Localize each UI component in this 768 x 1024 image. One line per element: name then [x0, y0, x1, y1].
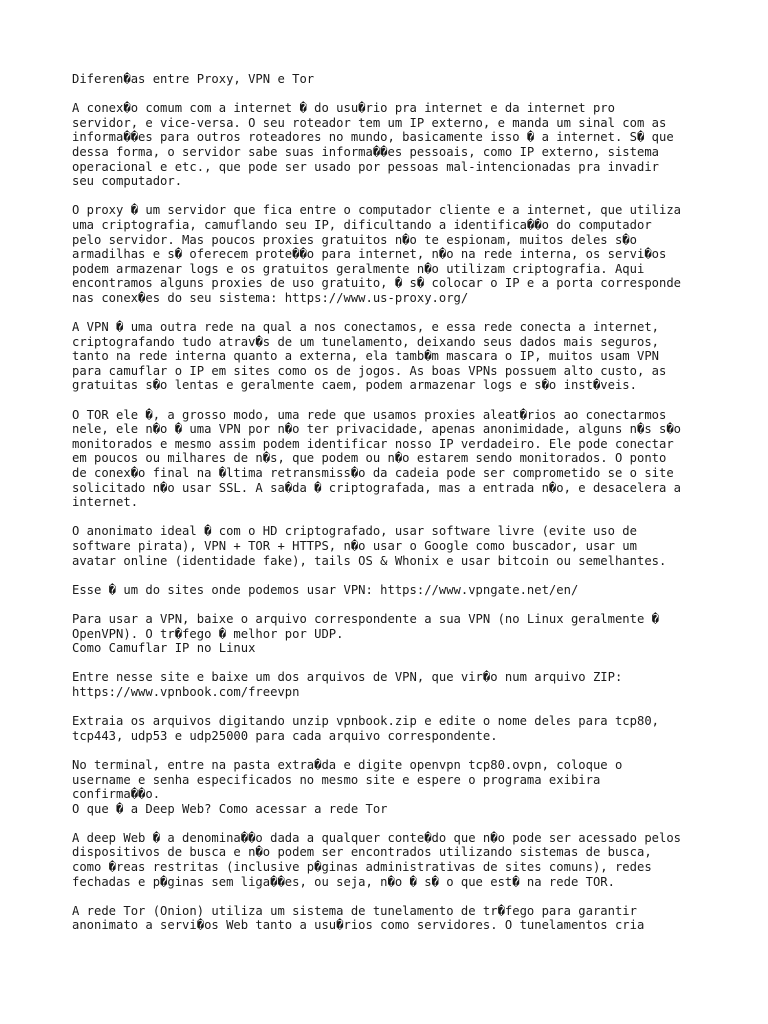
document-title: Diferen�as entre Proxy, VPN e Tor [72, 72, 315, 86]
paragraph-terminal: No terminal, entre na pasta extra�da e digite openvpn tcp80.ovpn, coloque o username e senha especificados no mesmo site e espere o programa exibira confirma��o. O que � a Deep Web? Como acessar a rede Tor [72, 757, 623, 816]
paragraph-download-vpn: Entre nesse site e baixe um dos arquivos de VPN, que vir�o num arquivo ZIP: https://www.vpnbook.com/freevpn [72, 670, 623, 699]
paragraph-use-vpn: Para usar a VPN, baixe o arquivo correspondente a sua VPN (no Linux geralmente � OpenVPN). O tr�fego � melhor por UDP. Como Camuflar IP no Linux [72, 611, 659, 656]
paragraph-ideal-anonymity: O anonimato ideal � com o HD criptografado, usar software livre (evite uso de software pirata), VPN + TOR + HTTPS, n�o usar o Google como buscador, usar um avatar online (identidade fake), tails OS & Whonix e usar bitcoin ou semelhantes. [72, 524, 667, 568]
document-page [72, 72, 712, 933]
paragraph-internet-connection: A conex�o comum com a internet � do usu�rio pra internet e da internet pro servidor, e vice-versa. O seu roteador tem um IP externo, e manda um sinal com as informa��es para outros roteadores no mundo, basicamente isso � a internet. S� que dessa forma, o servidor sabe suas informa��es pessoais, como IP externo, sistema operacional e etc., que pode ser usado por pessoas mal-intencionadas pra invadir seu computador. [72, 101, 674, 189]
paragraph-vpn: A VPN � uma outra rede na qual a nos conectamos, e essa rede conecta a internet, criptografando tudo atrav�s de um tunelamento, deixando seus dados mais seguros, tanto na rede interna quanto a externa, ela tamb�m mascara o IP, muitos usam VPN para camuflar o IP em sites como os de jogos. As boas VPNs possuem alto custo, as gratuitas s�o lentas e geralmente caem, podem armazenar logs e s�o inst�veis. [72, 320, 667, 393]
paragraph-proxy: O proxy � um servidor que fica entre o computador cliente e a internet, que utiliza uma criptografia, camuflando seu IP, dificultando a identifica��o do computador pelo servidor. Mas poucos proxies gratuitos n�o te espionam, muitos deles s�o armadilhas e s� oferecem prote��o para internet, n�o na rede interna, os servi�os podem armazenar logs e os gratuitos geralmente n�o utilizam criptografia. Aqui encontramos alguns proxies de uso gratuito, � s� colocar o IP e a porta corresponde nas conex�es do seu sistema: https://www.us-proxy.org/ [72, 203, 682, 305]
paragraph-vpn-site: Esse � um do sites onde podemos usar VPN: https://www.vpngate.net/en/ [72, 582, 579, 597]
paragraph-tor: O TOR ele �, a grosso modo, uma rede que usamos proxies aleat�rios ao conectarmos nele, ele n�o � uma VPN por n�o ter privacidade, apenas anonimidade, alguns n�s s�o monitorados e mesmo assim podem identificar nosso IP verdadeiro. Ele pode conectar em poucos ou milhares de n�s, que podem ou n�o estarem sendo monitorados. O ponto de conex�o final na �ltima retransmiss�o da cadeia pode ser comprometido se o site solicitado n�o usar SSL. A sa�da � criptografada, mas a entrada n�o, e desacelera a internet. [72, 407, 682, 510]
paragraph-deep-web: A deep Web � a denomina��o dada a qualquer conte�do que n�o pode ser acessado pelos dispositivos de busca e n�o podem ser encontrados utilizando sistemas de busca, como �reas restritas (inclusive p�ginas administrativas de sites comuns), redes fechadas e p�ginas sem liga��es, ou seja, n�o � s� o que est� na rede TOR. [72, 830, 682, 889]
paragraph-tor-network: A rede Tor (Onion) utiliza um sistema de tunelamento de tr�fego para garantir anonimato a servi�os Web tanto a usu�rios como servidores. O tunelamentos cria [72, 903, 645, 933]
paragraph-extract-files: Extraia os arquivos digitando unzip vpnbook.zip e edite o nome deles para tcp80, tcp443, udp53 e udp25000 para cada arquivo correspondente. [72, 714, 659, 743]
